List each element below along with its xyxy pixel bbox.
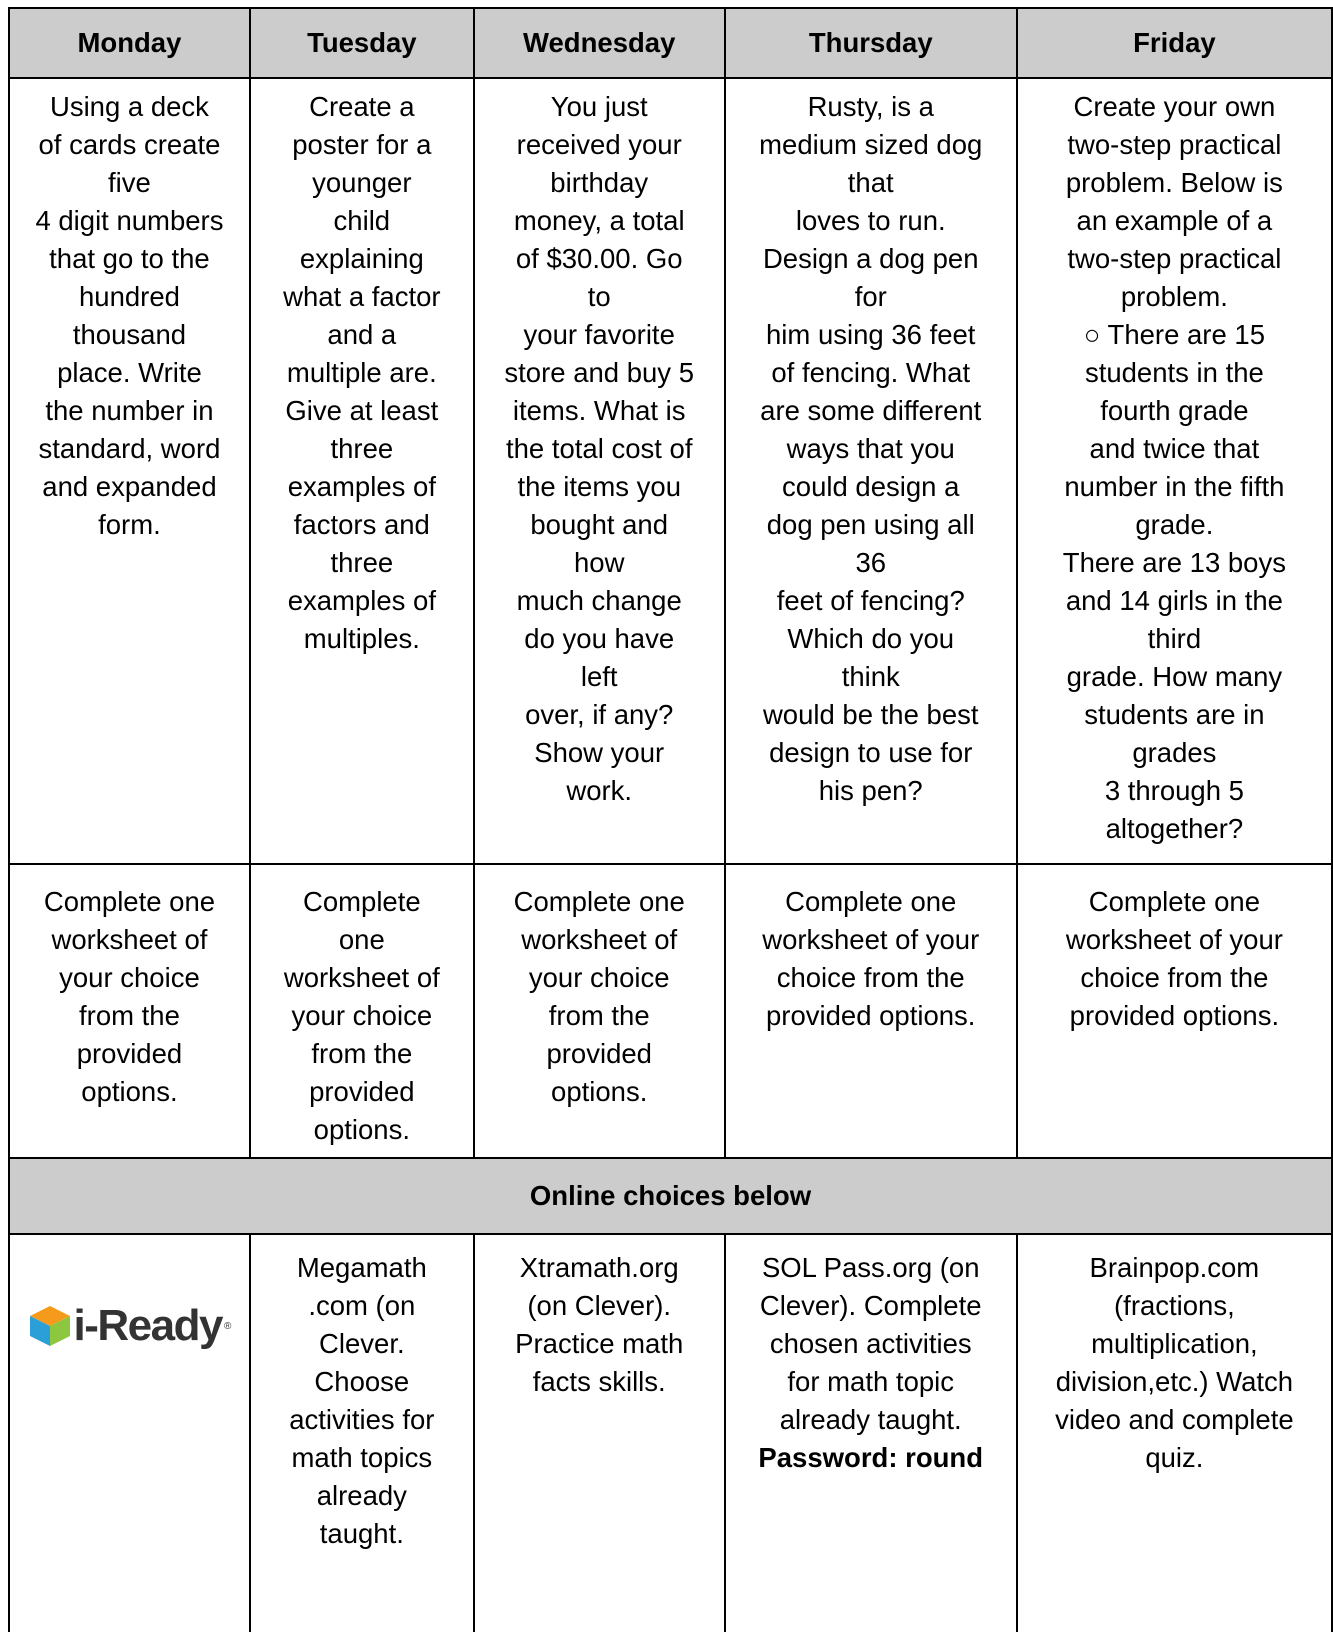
text-line: dog pen using all (766, 509, 975, 540)
text-line: Xtramath.org (519, 1252, 679, 1283)
text-line: Rusty, is a (807, 91, 934, 122)
text-line: Complete (302, 886, 421, 917)
text-line: and 14 girls in the (1065, 585, 1283, 616)
text-line: worksheet of your (762, 924, 980, 955)
text-line: from the (79, 1000, 180, 1031)
text-line: hundred (78, 281, 180, 312)
text-line: two-step practical (1067, 243, 1282, 274)
text-line: SOL Pass.org (on (761, 1252, 980, 1283)
activity-friday (1017, 78, 1332, 864)
text-line: Create your own (1073, 91, 1276, 122)
text-line: provided (76, 1038, 183, 1069)
text-line: the items you (517, 471, 681, 502)
text-line: provided (309, 1076, 415, 1107)
worksheet-monday (9, 864, 250, 1158)
text-line: money, a total (513, 205, 685, 236)
text-line: bought and (530, 509, 669, 540)
iready-logo-text: i-Ready (73, 1301, 222, 1350)
text-line: his pen? (818, 775, 923, 806)
text-line: video and complete (1055, 1404, 1294, 1435)
worksheet-thursday (725, 864, 1017, 1158)
worksheet-wednesday (474, 864, 725, 1158)
text-line: your choice (59, 962, 200, 993)
text-line: one (338, 924, 385, 955)
text-line: of $30.00. Go (515, 243, 683, 274)
header-thursday: Thursday (725, 8, 1017, 78)
text-line: store and buy 5 (504, 357, 694, 388)
text-line: multiple are. (286, 357, 437, 388)
online-thursday-text (728, 1249, 1014, 1439)
text-line: think (841, 661, 900, 692)
text-line: (fractions, (1114, 1290, 1235, 1321)
online-header-row (9, 1158, 1332, 1234)
text-line: younger (312, 167, 412, 198)
text-line: items. What is (512, 395, 686, 426)
online-choices-heading: Online choices below (9, 1158, 1332, 1234)
text-line: .com (on (308, 1290, 416, 1321)
text-line: and a (327, 319, 397, 350)
text-line: your choice (528, 962, 670, 993)
text-line: (on Clever). (527, 1290, 672, 1321)
online-wednesday (474, 1234, 725, 1632)
header-row (9, 8, 1332, 78)
worksheet-friday (1017, 864, 1332, 1158)
text-line: chosen activities (769, 1328, 972, 1359)
text-line: him using 36 feet (766, 319, 976, 350)
text-line: do you have (524, 623, 675, 654)
worksheet-tuesday (250, 864, 474, 1158)
text-line: an example of a (1076, 205, 1273, 236)
text-line: Megamath (296, 1252, 427, 1283)
text-line: Using a deck (49, 91, 209, 122)
online-thursday (725, 1234, 1017, 1632)
text-line: worksheet of (51, 924, 208, 955)
text-line: provided (546, 1038, 652, 1069)
text-line: division,etc.) Watch (1055, 1366, 1294, 1397)
text-line: grade. (1135, 509, 1214, 540)
text-line: options. (81, 1076, 178, 1107)
text-line: medium sized dog (759, 129, 983, 160)
text-line: 4 digit numbers (35, 205, 224, 236)
text-line: ○ There are 15 (1083, 319, 1265, 350)
text-line: students in the (1084, 357, 1264, 388)
text-line: for math topic (787, 1366, 955, 1397)
activities-row (9, 78, 1332, 864)
text-line: problem. (1120, 281, 1228, 312)
text-line: provided options. (1069, 1000, 1280, 1031)
text-line: and expanded (42, 471, 217, 502)
text-line: Complete one (513, 886, 685, 917)
password-text: Password: round (758, 1442, 984, 1473)
text-line: for (854, 281, 887, 312)
online-friday (1017, 1234, 1332, 1632)
header-friday: Friday (1017, 8, 1332, 78)
text-line: are some different (760, 395, 982, 426)
text-line: three (330, 433, 394, 464)
text-line: number in the fifth (1064, 471, 1285, 502)
text-line: could design a (782, 471, 960, 502)
text-line: grades (1132, 737, 1217, 768)
text-line: math topics (291, 1442, 433, 1473)
text-line: place. Write (57, 357, 202, 388)
text-line: Which do you (787, 623, 955, 654)
text-line: factors and (293, 509, 430, 540)
text-line: students are in (1084, 699, 1265, 730)
text-line: poster for a (292, 129, 432, 160)
text-line: problem. Below is (1065, 167, 1283, 198)
text-line: fourth grade (1100, 395, 1249, 426)
text-line: Clever. (319, 1328, 405, 1359)
text-line: how (573, 547, 625, 578)
text-line: multiples. (303, 623, 420, 654)
text-line: of fencing. What (771, 357, 971, 388)
text-line: Complete one (1088, 886, 1260, 917)
text-line: multiplication, (1091, 1328, 1258, 1359)
text-line: facts skills. (532, 1366, 666, 1397)
text-line: Give at least (285, 395, 439, 426)
text-line: and twice that (1089, 433, 1260, 464)
iready-logo[interactable] (12, 1301, 247, 1350)
text-line: already (316, 1480, 407, 1511)
header-monday: Monday (9, 8, 250, 78)
activity-tuesday (250, 78, 474, 864)
online-monday (9, 1234, 250, 1632)
text-line: your favorite (523, 319, 675, 350)
text-line: ways that you (786, 433, 955, 464)
text-line: examples of (287, 471, 436, 502)
activity-thursday (725, 78, 1017, 864)
online-row (9, 1234, 1332, 1632)
text-line: work. (566, 775, 633, 806)
text-line: quiz. (1145, 1442, 1204, 1473)
text-line: 36 (855, 547, 887, 578)
text-line: five (108, 167, 151, 198)
text-line: feet of fencing? (776, 585, 965, 616)
text-line: explaining (299, 243, 424, 274)
text-line: taught. (319, 1518, 404, 1549)
text-line: over, if any? (525, 699, 674, 730)
text-line: activities for (289, 1404, 435, 1435)
text-line: Choose (314, 1366, 410, 1397)
text-line: worksheet of your (1065, 924, 1283, 955)
text-line: choice from the (1080, 962, 1269, 993)
text-line: worksheet of (283, 962, 440, 993)
text-line: choice from the (776, 962, 965, 993)
text-line: Design a dog pen (762, 243, 979, 274)
text-line: Complete one (785, 886, 957, 917)
text-line: standard, word (38, 433, 221, 464)
text-line: received your (516, 129, 682, 160)
text-line: thousand (72, 319, 187, 350)
text-line: There are 13 boys (1062, 547, 1286, 578)
text-line: provided options. (766, 1000, 976, 1031)
activity-monday (9, 78, 250, 864)
text-line: what a factor (283, 281, 441, 312)
text-line: birthday (550, 167, 649, 198)
text-line: Clever). Complete (759, 1290, 982, 1321)
text-line: three (330, 547, 394, 578)
text-line: much change (516, 585, 682, 616)
text-line: the total cost of (505, 433, 693, 464)
text-line: third (1147, 623, 1202, 654)
text-line: your choice (291, 1000, 433, 1031)
registered-mark: ® (223, 1321, 232, 1332)
text-line: of cards create (38, 129, 221, 160)
text-line: that go to the (49, 243, 210, 274)
text-line: Practice math (515, 1328, 684, 1359)
activity-wednesday (474, 78, 725, 864)
weekly-schedule-table (8, 7, 1333, 1632)
text-line: Brainpop.com (1089, 1252, 1260, 1283)
text-line: child (333, 205, 391, 236)
text-line: from the (548, 1000, 650, 1031)
text-line: left (580, 661, 618, 692)
header-tuesday: Tuesday (250, 8, 474, 78)
text-line: examples of (287, 585, 436, 616)
text-line: form. (98, 509, 161, 540)
text-line: already taught. (779, 1404, 962, 1435)
text-line: worksheet of (521, 924, 678, 955)
text-line: loves to run. (795, 205, 946, 236)
header-wednesday: Wednesday (474, 8, 725, 78)
text-line: Show your (534, 737, 665, 768)
text-line: from the (311, 1038, 413, 1069)
cube-icon (28, 1304, 72, 1348)
text-line: 3 through 5 (1104, 775, 1244, 806)
text-line: grade. How many (1066, 661, 1283, 692)
text-line: two-step practical (1067, 129, 1282, 160)
text-line: options. (551, 1076, 648, 1107)
text-line: the number in (45, 395, 214, 426)
worksheets-row (9, 864, 1332, 1158)
text-line: Create a (309, 91, 415, 122)
online-tuesday (250, 1234, 474, 1632)
text-line: to (587, 281, 611, 312)
text-line: that (847, 167, 894, 198)
text-line: design to use for (769, 737, 973, 768)
text-line: would be the best (762, 699, 979, 730)
text-line: Complete one (43, 886, 216, 917)
text-line: altogether? (1105, 813, 1244, 844)
text-line: options. (313, 1114, 410, 1145)
text-line: You just (550, 91, 648, 122)
